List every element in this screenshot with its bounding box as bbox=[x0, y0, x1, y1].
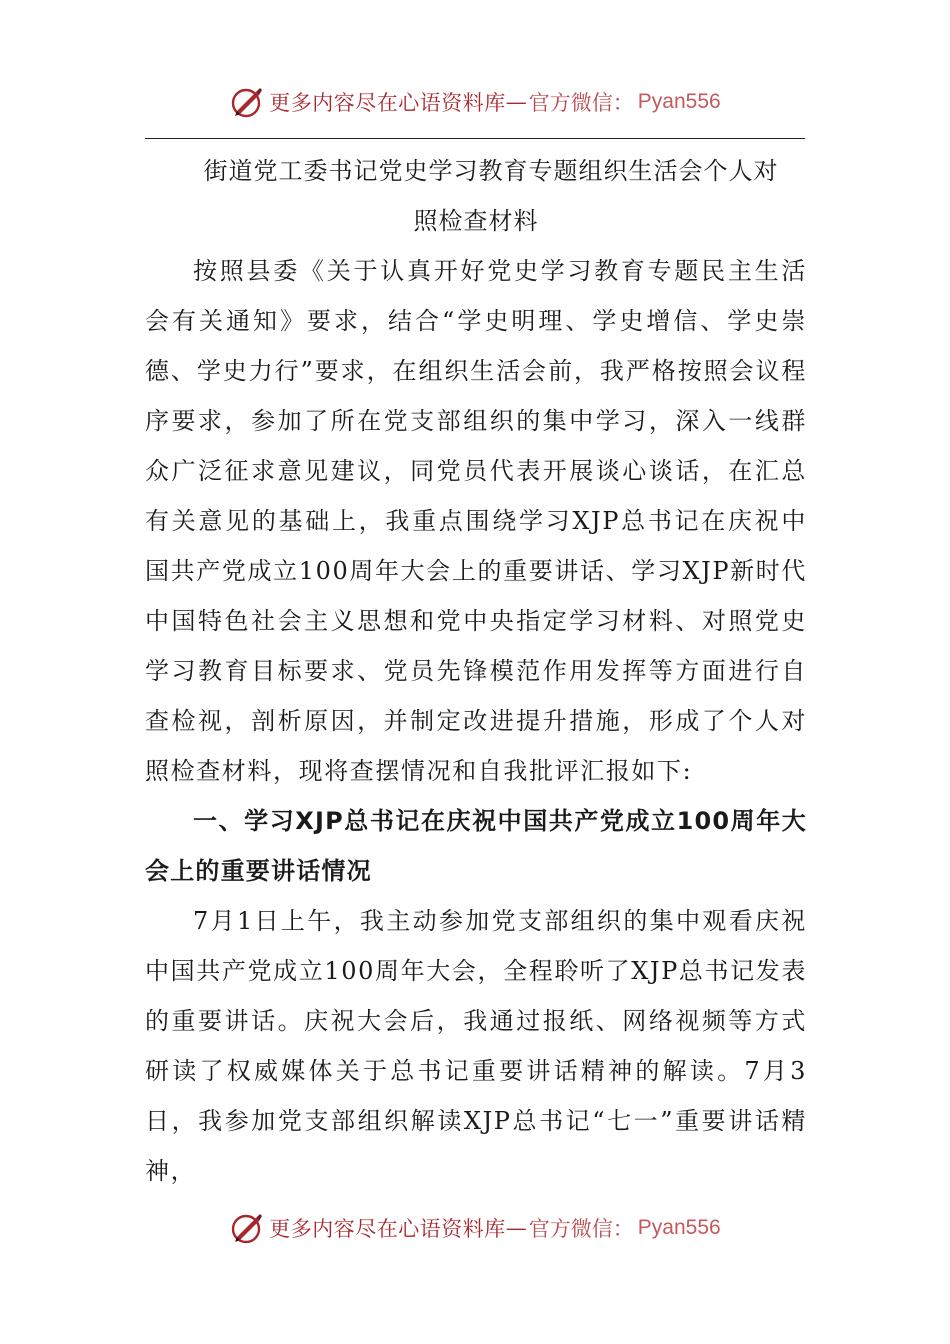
watermark-wechat-id: Pyan556 bbox=[637, 90, 721, 113]
watermark-dash: — bbox=[505, 1216, 527, 1240]
pen-logo-icon bbox=[229, 1210, 265, 1246]
section-heading-1: 一、学习XJP总书记在庆祝中国共产党成立100周年大会上的重要讲话情况 bbox=[145, 807, 807, 885]
watermark-banner-bottom bbox=[0, 1206, 950, 1250]
watermark-label: 官方微信： bbox=[528, 1217, 634, 1241]
paragraph-intro: 按照县委《关于认真开好党史学习教育专题民主生活会有关通知》要求，结合“学史明理、学史增信、学史崇德、学史力行”要求，在组织生活会前，我严格按照会议程序要求，参加了所在党支部组织的集中学习，深入一线群众广泛征求意见建议，同党员代表开展谈心谈话，在汇总有关意见的基础上，我重点围绕学习XJP总书记在庆祝中国共产党成立100周年大会上的重要讲话、学习XJP新时代中国特色社会主义思想和党中央指定学习材料、对照党史学习教育目标要求、党员先锋模范作用发挥等方面进行自查检视，剖析原因，并制定改进提升措施，形成了个人对照检查材料，现将查摆情况和自我批评汇报如下: bbox=[145, 257, 807, 785]
document-title-line1: 街道党工委书记党史学习教育专题组织生活会个人对 bbox=[203, 157, 779, 185]
watermark-text: 更多内容尽在心语资料库 bbox=[269, 91, 506, 115]
document-title-line2: 照检查材料 bbox=[413, 207, 539, 235]
watermark-banner-top bbox=[0, 80, 950, 124]
document-body bbox=[145, 146, 807, 1196]
watermark-dash: — bbox=[505, 90, 527, 114]
header-divider bbox=[145, 138, 805, 139]
watermark-label: 官方微信： bbox=[528, 91, 634, 115]
watermark-text: 更多内容尽在心语资料库 bbox=[269, 1217, 506, 1241]
paragraph-section1: 7月1日上午，我主动参加党支部组织的集中观看庆祝中国共产党成立100周年大会，全程聆听了XJP总书记发表的重要讲话。庆祝大会后，我通过报纸、网络视频等方式研读了权威媒体关于总书记重要讲话精神的解读。7月3日，我参加党支部组织解读XJP总书记“七一”重要讲话精神， bbox=[145, 907, 807, 1185]
pen-logo-icon bbox=[229, 84, 265, 120]
watermark-wechat-id: Pyan556 bbox=[637, 1216, 721, 1239]
